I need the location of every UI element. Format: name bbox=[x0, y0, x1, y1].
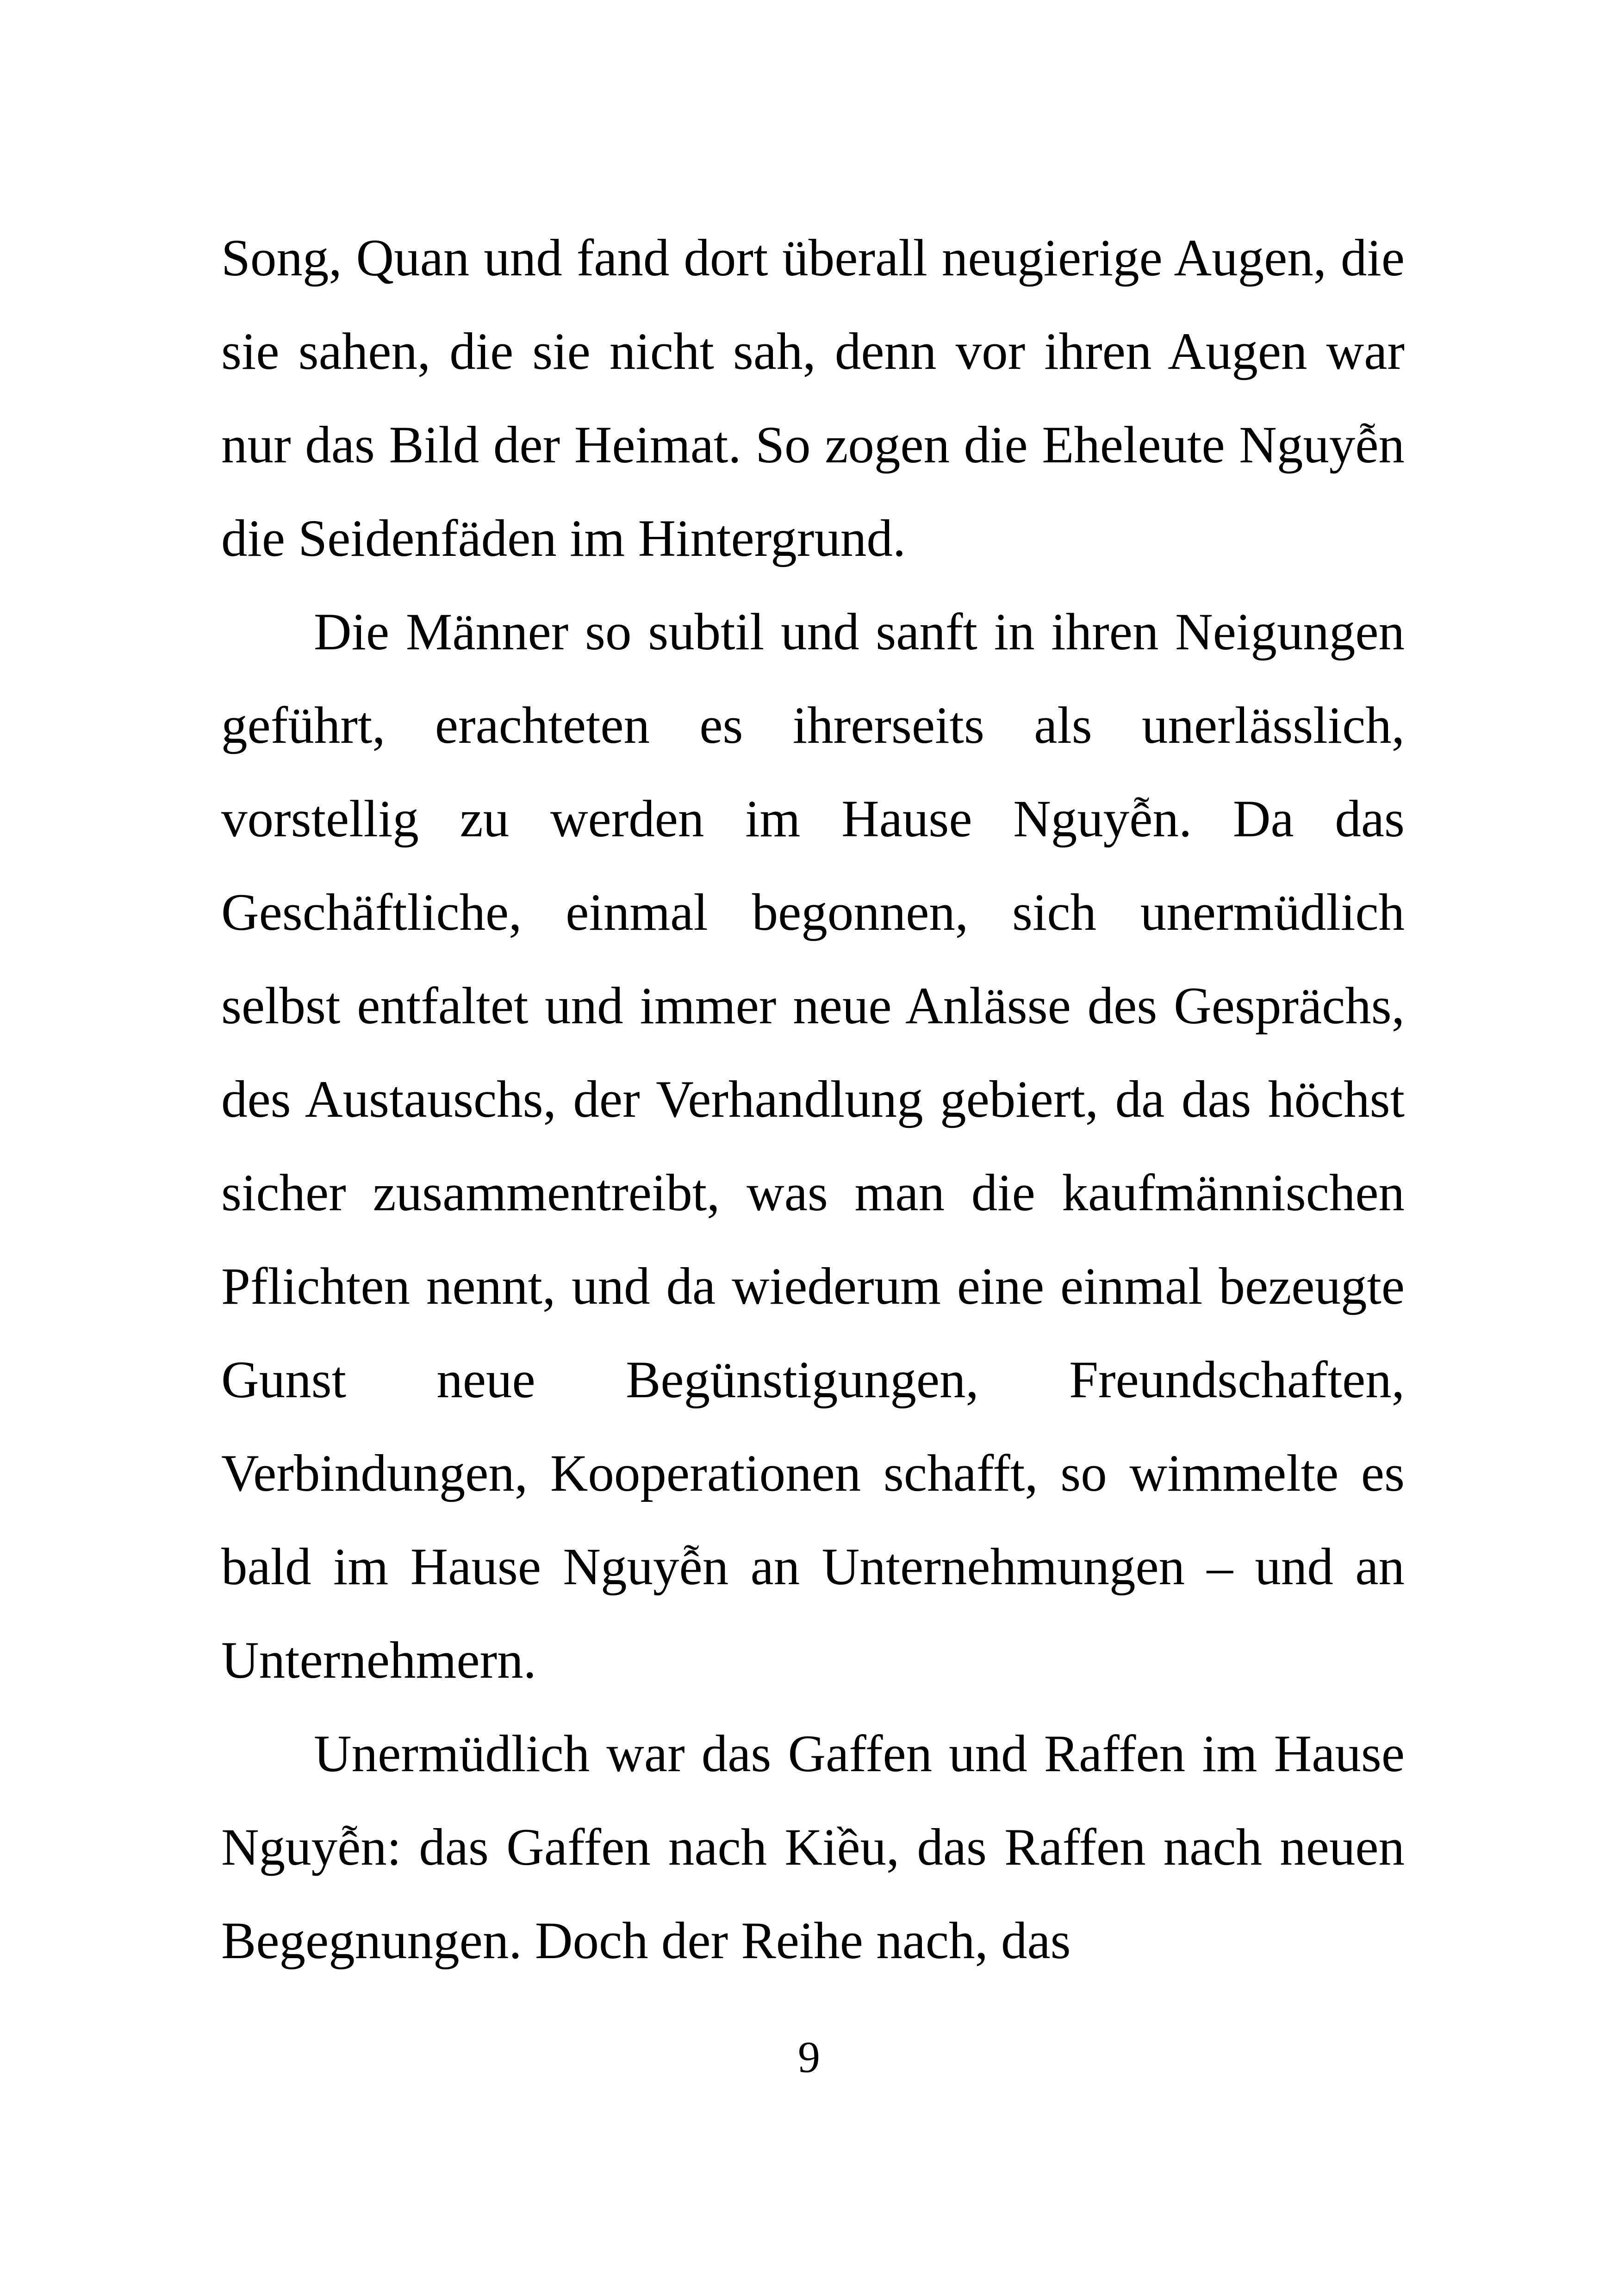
page-number: 9 bbox=[798, 2032, 820, 2082]
paragraph-maenner: Die Männer so subtil und sanft in ihren Neigungen geführt, erachteten es ihrerseits als unerlässlich, vorstellig zu werden im Hause Nguyễn. Da das Geschäftliche, einmal begonnen, sich unermüdlich selbst entfaltet und immer neue Anlässe des Gesprächs, des Austauschs, der Verhandlung gebiert, da das höchst sicher zusammentreibt, was man die kaufmännischen Pflichten nennt, und da wiederum eine einmal bezeugte Gunst neue Begünstigungen, Freundschaften, Verbindungen, Kooperationen schafft, so wimmelte es bald im Hause Nguyễn an Unternehmungen – und an Unternehmern. bbox=[221, 603, 1405, 1689]
paragraph-gaffen-raffen: Unermüdlich war das Gaffen und Raffen im Hause Nguyễn: das Gaffen nach Kiều, das Raffen nach neuen Begegnungen. Doch der Reihe nach, das bbox=[221, 1725, 1405, 1970]
body-text bbox=[221, 212, 1405, 1988]
paragraph-continuation: Song, Quan und fand dort überall neugierige Augen, die sie sahen, die sie nicht sah, denn vor ihren Augen war nur das Bild der Heimat. So zogen die Eheleute Nguyễn die Seidenfäden im Hintergrund. bbox=[221, 229, 1405, 567]
